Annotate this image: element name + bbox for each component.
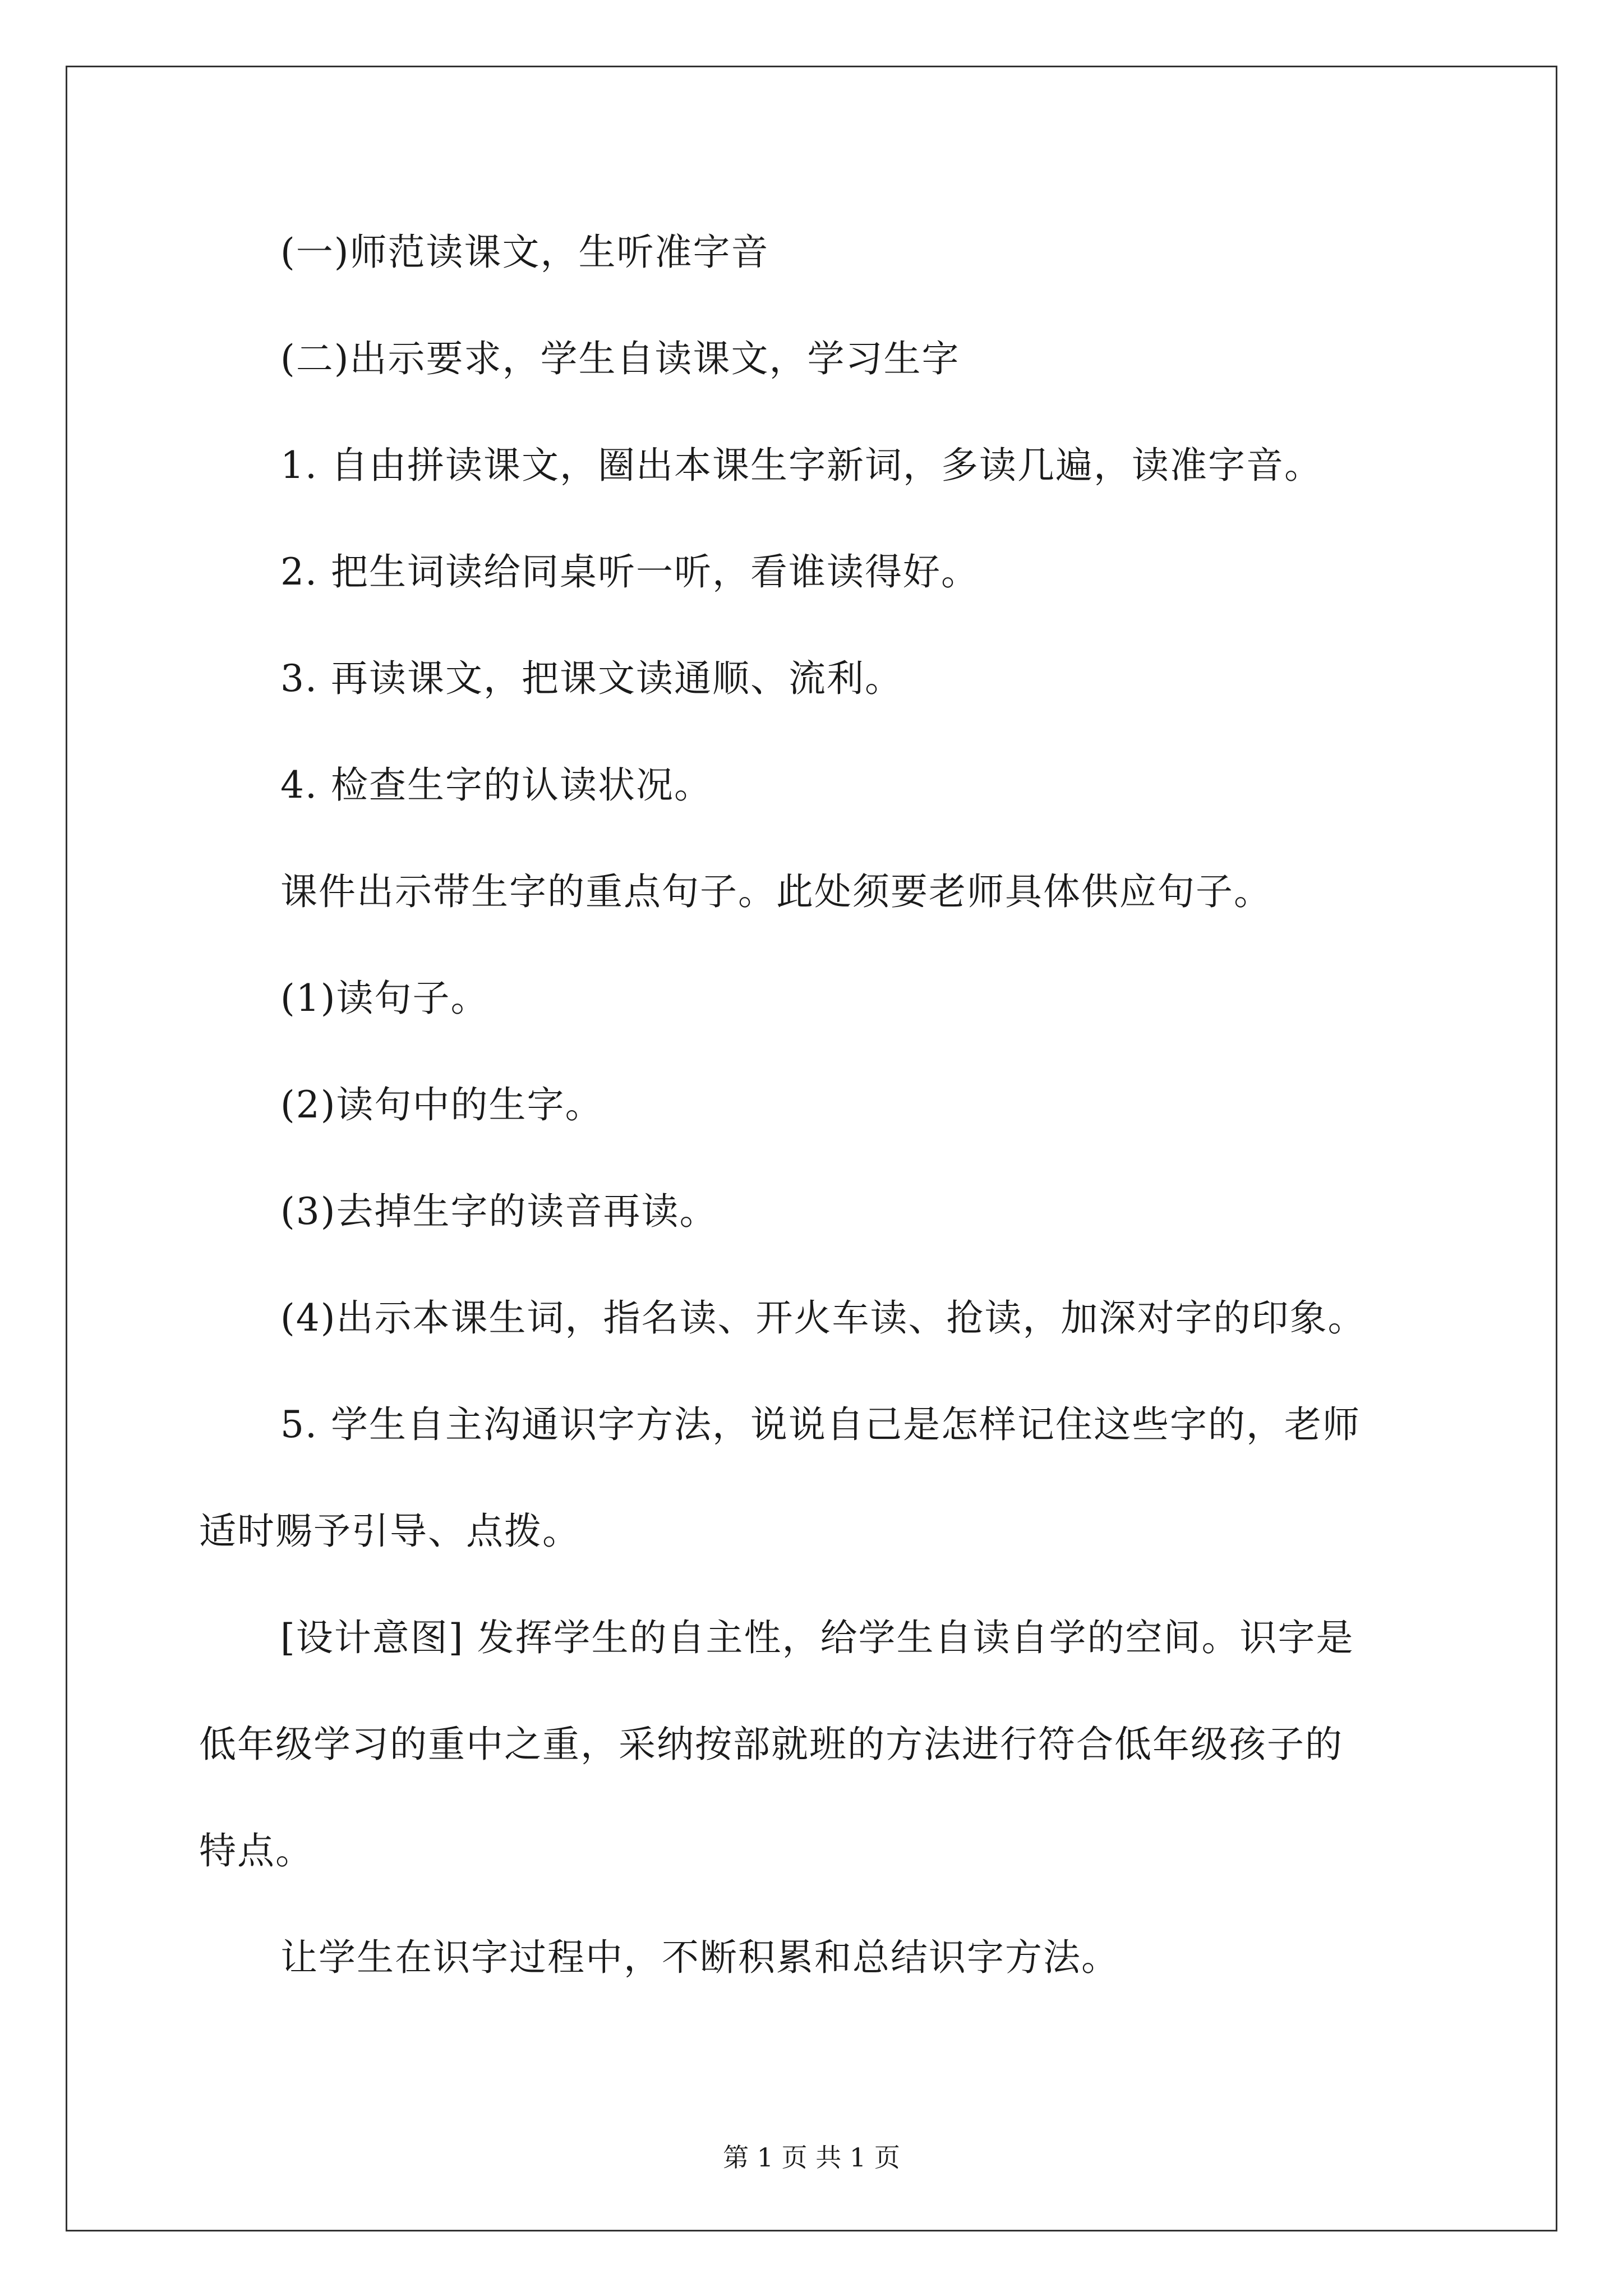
paragraph-13-continued: 低年级学习的重中之重，采纳按部就班的方法进行符合低年级孩子的	[199, 1723, 1343, 1766]
paragraph-12-continued: 适时赐予引导、点拨。	[199, 1510, 580, 1553]
paragraph-11: (4)出示本课生词，指名读、开火车读、抢读，加深对字的印象。	[280, 1296, 1366, 1340]
paragraph-1: (一)师范读课文，生听准字音	[280, 231, 769, 274]
paragraph-7: 课件出示带生字的重点句子。此处须要老师具体供应句子。	[280, 870, 1272, 913]
paragraph-6: 4. 检查生字的认读状况。	[280, 763, 712, 807]
paragraph-2: (二)出示要求，学生自读课文，学习生字	[280, 337, 960, 380]
page-border	[66, 66, 1557, 2231]
paragraph-8: (1)读句子。	[280, 977, 489, 1020]
paragraph-10: (3)去掉生字的读音再读。	[280, 1190, 718, 1233]
paragraph-14: 让学生在识字过程中，不断积累和总结识字方法。	[280, 1936, 1119, 1979]
paragraph-4: 2. 把生词读给同桌听一听，看谁读得好。	[280, 550, 979, 593]
paragraph-5: 3. 再读课文，把课文读通顺、流利。	[280, 657, 903, 700]
paragraph-13: [设计意图] 发挥学生的自主性，给学生自读自学的空间。识字是	[280, 1616, 1354, 1659]
paragraph-3: 1. 自由拼读课文，圈出本课生字新词，多读几遍，读准字音。	[280, 444, 1322, 487]
page-footer: 第 1 页 共 1 页	[723, 2142, 900, 2173]
paragraph-9: (2)读句中的生字。	[280, 1083, 603, 1126]
paragraph-12: 5. 学生自主沟通识字方法，说说自己是怎样记住这些字的，老师	[280, 1403, 1361, 1446]
paragraph-13-end: 特点。	[199, 1829, 313, 1872]
